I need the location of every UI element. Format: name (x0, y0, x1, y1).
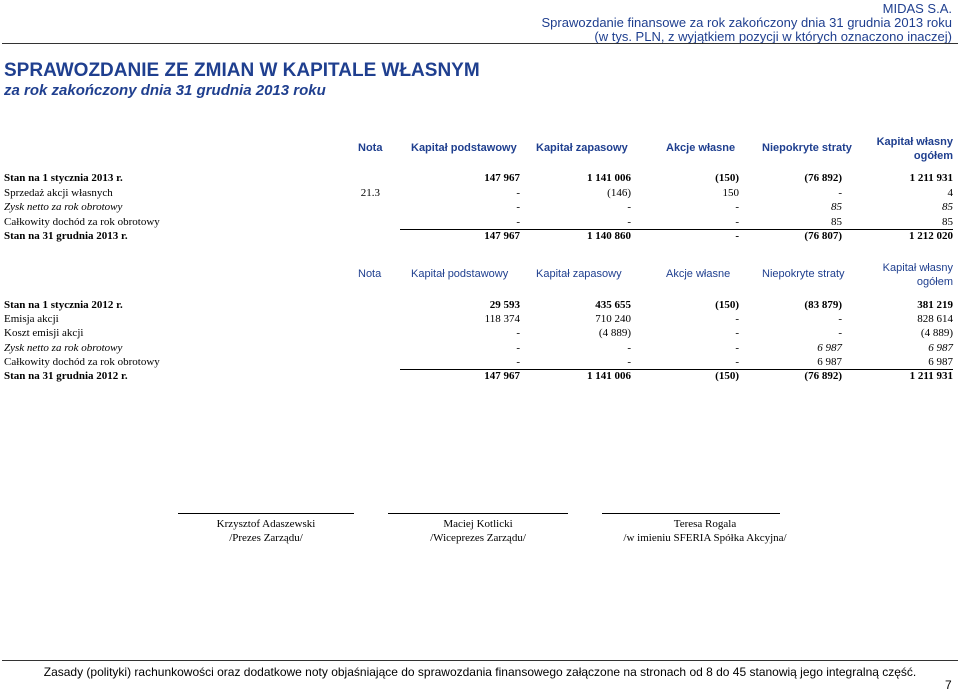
cell-kapital-podstawowy: 147 967 (484, 230, 520, 242)
signatory-name-1: Krzysztof Adaszewski (216, 518, 316, 530)
cell-akcje-wlasne: - (735, 327, 739, 340)
total-separator (400, 369, 953, 370)
cell-kapital-podstawowy: - (516, 341, 520, 354)
cell-kapital-zapasowy: - (627, 201, 631, 213)
cell-kapital-wlasny-ogolem: 1 212 020 (909, 230, 953, 242)
cell-kapital-podstawowy: 118 374 (484, 313, 520, 326)
cell-niepokryte-straty: (76 892) (804, 172, 842, 184)
signature-line-3 (602, 513, 780, 514)
cell-niepokryte-straty: (76 807) (804, 230, 842, 242)
header-divider (2, 43, 958, 44)
page-subtitle: za rok zakończony dnia 31 grudnia 2013 roku (4, 82, 326, 99)
signature-line-1 (178, 513, 354, 514)
cell-niepokryte-straty: 6 987 (817, 355, 842, 368)
cell-akcje-wlasne: - (735, 201, 739, 213)
cell-kapital-wlasny-ogolem: 1 211 931 (909, 172, 953, 184)
row-label: Stan na 1 stycznia 2013 r. (4, 172, 123, 184)
page-number: 7 (945, 678, 952, 692)
row-label: Całkowity dochód za rok obrotowy (4, 355, 160, 368)
cell-nota: 21.3 (360, 186, 380, 199)
cell-kapital-wlasny-ogolem: 4 (947, 186, 953, 199)
col-kapital-zapasowy: Kapitał zapasowy (536, 268, 622, 280)
cell-niepokryte-straty: (76 892) (804, 370, 842, 382)
row-label: Emisja akcji (4, 313, 59, 326)
cell-kapital-wlasny-ogolem: (4 889) (920, 327, 953, 340)
cell-kapital-podstawowy: - (516, 215, 520, 228)
cell-niepokryte-straty: - (838, 186, 842, 199)
row-label: Zysk netto za rok obrotowy (4, 341, 123, 354)
cell-kapital-zapasowy: (4 889) (598, 327, 631, 340)
signatory-name-3: Teresa Rogala (673, 518, 737, 530)
units-note: (w tys. PLN, z wyjątkiem pozycji w których oznaczono inaczej) (594, 29, 952, 44)
cell-kapital-zapasowy: 1 141 006 (587, 370, 631, 382)
cell-kapital-wlasny-ogolem: 828 614 (917, 313, 953, 326)
cell-kapital-zapasowy: 1 141 006 (587, 172, 631, 184)
cell-kapital-wlasny-ogolem: 1 211 931 (909, 370, 953, 382)
cell-kapital-wlasny-ogolem: 85 (942, 201, 953, 213)
cell-kapital-podstawowy: 147 967 (484, 172, 520, 184)
footer-note: Zasady (polityki) rachunkowości oraz dodatkowe noty objaśniające do sprawozdania finansowego załączone na stronach od 8 do 45 stanowią jego integralną część. (43, 665, 917, 679)
cell-niepokryte-straty: 6 987 (817, 341, 842, 354)
col-kapital-wlasny-2: ogółem (916, 276, 953, 288)
cell-akcje-wlasne: - (735, 313, 739, 326)
cell-kapital-podstawowy: 147 967 (484, 370, 520, 382)
row-label: Całkowity dochód za rok obrotowy (4, 215, 160, 228)
cell-akcje-wlasne: - (735, 230, 739, 242)
col-kapital-zapasowy: Kapitał zapasowy (536, 142, 628, 154)
cell-kapital-zapasowy: - (627, 355, 631, 368)
col-niepokryte-straty: Niepokryte straty (762, 142, 852, 154)
row-label: Stan na 31 grudnia 2013 r. (4, 230, 128, 242)
col-kapital-podstawowy: Kapitał podstawowy (411, 142, 517, 154)
signature-line-2 (388, 513, 568, 514)
report-name: Sprawozdanie finansowe za rok zakończony dnia 31 grudnia 2013 roku (541, 15, 952, 30)
cell-kapital-zapasowy: - (627, 215, 631, 228)
signatory-role-2: /Wiceprezes Zarządu/ (430, 532, 526, 544)
cell-kapital-podstawowy: - (516, 355, 520, 368)
cell-akcje-wlasne: - (735, 215, 739, 228)
cell-kapital-wlasny-ogolem: 6 987 (928, 341, 953, 354)
cell-kapital-podstawowy: - (516, 201, 520, 213)
col-akcje-wlasne: Akcje własne (666, 268, 731, 280)
cell-kapital-zapasowy: 435 655 (595, 299, 631, 311)
cell-niepokryte-straty: - (838, 313, 842, 326)
row-label: Sprzedaż akcji własnych (4, 186, 113, 199)
footer-divider (2, 660, 958, 661)
col-niepokryte-straty: Niepokryte straty (762, 268, 845, 280)
col-kapital-wlasny-1: Kapitał własny (882, 262, 953, 274)
signatory-role-1: /Prezes Zarządu/ (229, 532, 303, 544)
col-nota: Nota (358, 142, 383, 154)
cell-kapital-podstawowy: - (516, 186, 520, 199)
cell-kapital-podstawowy: 29 593 (489, 299, 520, 311)
total-separator (400, 229, 953, 230)
row-label: Koszt emisji akcji (4, 327, 84, 340)
cell-kapital-zapasowy: 1 140 860 (587, 230, 631, 242)
company-name: MIDAS S.A. (882, 1, 952, 16)
cell-kapital-zapasowy: (146) (607, 186, 631, 199)
col-kapital-podstawowy: Kapitał podstawowy (411, 268, 509, 280)
cell-kapital-wlasny-ogolem: 381 219 (917, 299, 953, 311)
signatory-name-2: Maciej Kotlicki (443, 518, 513, 530)
cell-akcje-wlasne: (150) (715, 370, 739, 382)
cell-akcje-wlasne: - (735, 341, 739, 354)
row-label: Stan na 1 stycznia 2012 r. (4, 299, 123, 311)
page-title: SPRAWOZDANIE ZE ZMIAN W KAPITALE WŁASNYM (4, 60, 480, 81)
cell-niepokryte-straty: (83 879) (804, 299, 842, 311)
cell-akcje-wlasne: - (735, 355, 739, 368)
cell-kapital-wlasny-ogolem: 85 (942, 215, 953, 228)
cell-akcje-wlasne: (150) (715, 172, 739, 184)
row-label: Zysk netto za rok obrotowy (4, 201, 123, 213)
col-kapital-wlasny-2: ogółem (913, 150, 953, 162)
cell-akcje-wlasne: (150) (715, 299, 739, 311)
cell-kapital-podstawowy: - (516, 327, 520, 340)
row-label: Stan na 31 grudnia 2012 r. (4, 370, 128, 382)
cell-kapital-zapasowy: 710 240 (595, 313, 631, 326)
cell-niepokryte-straty: 85 (831, 215, 842, 228)
col-akcje-wlasne: Akcje własne (666, 142, 736, 154)
cell-akcje-wlasne: 150 (722, 186, 739, 199)
signatory-role-3: /w imieniu SFERIA Spółka Akcyjna/ (623, 532, 787, 544)
cell-niepokryte-straty: 85 (831, 201, 842, 213)
col-kapital-wlasny-1: Kapitał własny (876, 136, 953, 148)
col-nota: Nota (358, 268, 382, 280)
cell-kapital-wlasny-ogolem: 6 987 (928, 355, 953, 368)
cell-niepokryte-straty: - (838, 327, 842, 340)
cell-kapital-zapasowy: - (627, 341, 631, 354)
